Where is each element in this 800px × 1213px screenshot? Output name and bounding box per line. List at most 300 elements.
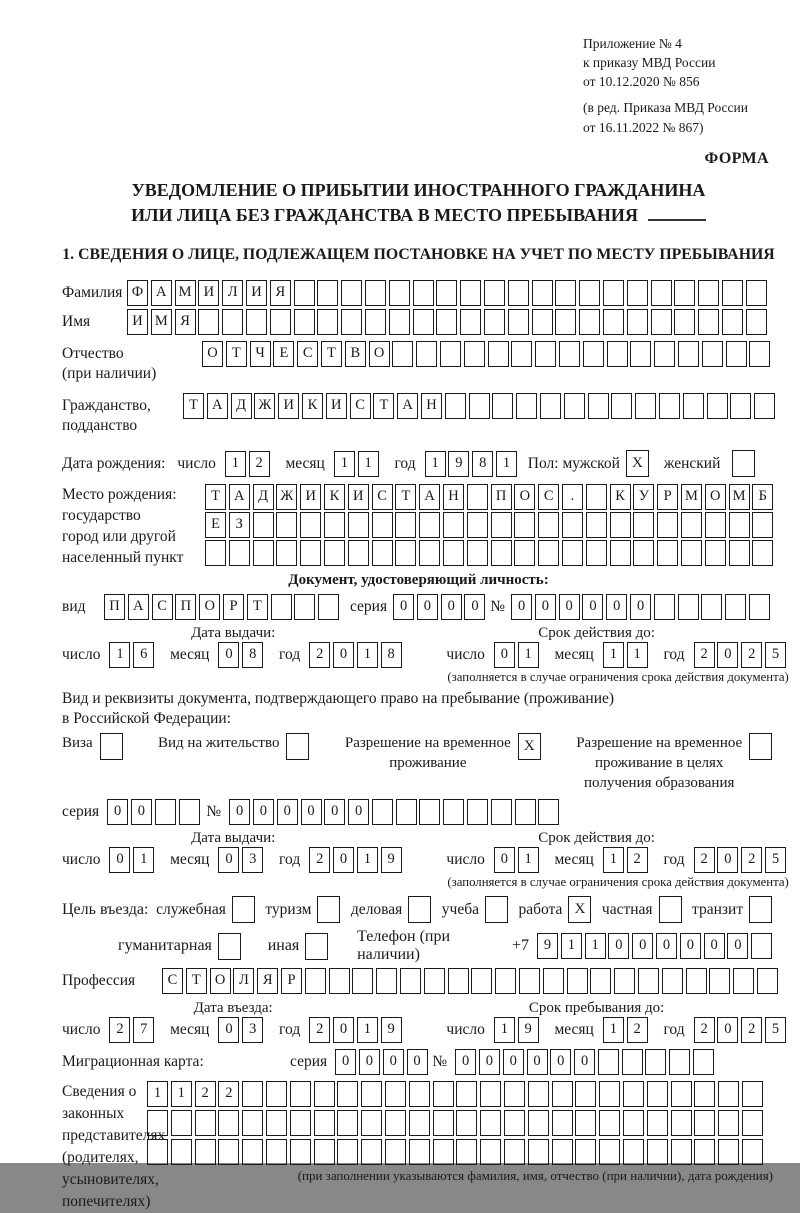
- char-cell[interactable]: [491, 799, 512, 825]
- date-cell[interactable]: 1: [603, 847, 624, 873]
- char-cell[interactable]: А: [151, 280, 172, 306]
- char-cell[interactable]: [651, 309, 672, 335]
- date-cell[interactable]: 1: [334, 451, 355, 477]
- char-cell[interactable]: [361, 1110, 382, 1136]
- date-cell[interactable]: 1: [603, 1017, 624, 1043]
- char-cell[interactable]: [638, 968, 659, 994]
- char-cell[interactable]: [633, 512, 654, 538]
- purpose-other-checkbox[interactable]: [305, 933, 328, 960]
- char-cell[interactable]: [538, 512, 559, 538]
- char-cell[interactable]: 0: [348, 799, 369, 825]
- char-cell[interactable]: [730, 393, 751, 419]
- char-cell[interactable]: [659, 393, 680, 419]
- char-cell[interactable]: [555, 309, 576, 335]
- char-cell[interactable]: [508, 280, 529, 306]
- char-cell[interactable]: [751, 933, 772, 959]
- char-cell[interactable]: С: [152, 594, 173, 620]
- char-cell[interactable]: 0: [455, 1049, 476, 1075]
- char-cell[interactable]: [337, 1081, 358, 1107]
- char-cell[interactable]: [742, 1110, 763, 1136]
- date-cell[interactable]: 5: [765, 1017, 786, 1043]
- char-cell[interactable]: [598, 1049, 619, 1075]
- date-cell[interactable]: 1: [133, 847, 154, 873]
- char-cell[interactable]: [538, 540, 559, 566]
- char-cell[interactable]: [532, 309, 553, 335]
- char-cell[interactable]: С: [297, 341, 318, 367]
- char-cell[interactable]: [409, 1110, 430, 1136]
- char-cell[interactable]: [495, 968, 516, 994]
- char-cell[interactable]: [424, 968, 445, 994]
- char-cell[interactable]: [324, 540, 345, 566]
- date-cell[interactable]: 2: [309, 642, 330, 668]
- char-cell[interactable]: [540, 393, 561, 419]
- char-cell[interactable]: [314, 1081, 335, 1107]
- char-cell[interactable]: 9: [537, 933, 558, 959]
- date-cell[interactable]: 2: [741, 1017, 762, 1043]
- char-cell[interactable]: [372, 799, 393, 825]
- char-cell[interactable]: [718, 1139, 739, 1165]
- char-cell[interactable]: [318, 594, 339, 620]
- char-cell[interactable]: [376, 968, 397, 994]
- char-cell[interactable]: Т: [205, 484, 226, 510]
- char-cell[interactable]: [623, 1110, 644, 1136]
- char-cell[interactable]: Д: [231, 393, 252, 419]
- purpose-work-checkbox[interactable]: X: [568, 896, 591, 923]
- char-cell[interactable]: [623, 1139, 644, 1165]
- char-cell[interactable]: [579, 280, 600, 306]
- date-cell[interactable]: 1: [109, 642, 130, 668]
- char-cell[interactable]: И: [127, 309, 148, 335]
- char-cell[interactable]: 0: [253, 799, 274, 825]
- char-cell[interactable]: [314, 1110, 335, 1136]
- char-cell[interactable]: [749, 594, 770, 620]
- char-cell[interactable]: 0: [359, 1049, 380, 1075]
- char-cell[interactable]: [395, 512, 416, 538]
- date-cell[interactable]: 0: [717, 1017, 738, 1043]
- date-cell[interactable]: 0: [218, 1017, 239, 1043]
- purpose-humanitarian-checkbox[interactable]: [218, 933, 241, 960]
- date-cell[interactable]: 8: [381, 642, 402, 668]
- date-cell[interactable]: 0: [333, 642, 354, 668]
- char-cell[interactable]: [567, 968, 588, 994]
- char-cell[interactable]: [372, 540, 393, 566]
- char-cell[interactable]: [218, 1110, 239, 1136]
- date-cell[interactable]: 5: [765, 847, 786, 873]
- char-cell[interactable]: [647, 1110, 668, 1136]
- char-cell[interactable]: [693, 1049, 714, 1075]
- char-cell[interactable]: М: [681, 484, 702, 510]
- char-cell[interactable]: С: [372, 484, 393, 510]
- char-cell[interactable]: П: [491, 484, 512, 510]
- char-cell[interactable]: 0: [335, 1049, 356, 1075]
- char-cell[interactable]: [492, 393, 513, 419]
- char-cell[interactable]: [599, 1110, 620, 1136]
- char-cell[interactable]: [543, 968, 564, 994]
- char-cell[interactable]: [266, 1081, 287, 1107]
- char-cell[interactable]: [300, 540, 321, 566]
- char-cell[interactable]: [266, 1139, 287, 1165]
- char-cell[interactable]: [389, 280, 410, 306]
- char-cell[interactable]: [456, 1110, 477, 1136]
- date-cell[interactable]: 0: [333, 847, 354, 873]
- char-cell[interactable]: 0: [630, 594, 651, 620]
- char-cell[interactable]: [352, 968, 373, 994]
- char-cell[interactable]: [348, 512, 369, 538]
- char-cell[interactable]: [583, 341, 604, 367]
- char-cell[interactable]: Я: [257, 968, 278, 994]
- date-cell[interactable]: 1: [357, 1017, 378, 1043]
- char-cell[interactable]: [564, 393, 585, 419]
- date-cell[interactable]: 8: [242, 642, 263, 668]
- char-cell[interactable]: [242, 1139, 263, 1165]
- char-cell[interactable]: [385, 1139, 406, 1165]
- char-cell[interactable]: [528, 1139, 549, 1165]
- char-cell[interactable]: [694, 1081, 715, 1107]
- char-cell[interactable]: [290, 1110, 311, 1136]
- char-cell[interactable]: [436, 280, 457, 306]
- char-cell[interactable]: [742, 1081, 763, 1107]
- char-cell[interactable]: 0: [632, 933, 653, 959]
- char-cell[interactable]: 2: [195, 1081, 216, 1107]
- date-cell[interactable]: 2: [694, 1017, 715, 1043]
- date-cell[interactable]: 2: [309, 1017, 330, 1043]
- date-cell[interactable]: 2: [109, 1017, 130, 1043]
- char-cell[interactable]: [389, 309, 410, 335]
- char-cell[interactable]: [218, 1139, 239, 1165]
- char-cell[interactable]: [508, 309, 529, 335]
- char-cell[interactable]: И: [326, 393, 347, 419]
- char-cell[interactable]: О: [514, 484, 535, 510]
- char-cell[interactable]: О: [202, 341, 223, 367]
- char-cell[interactable]: Т: [321, 341, 342, 367]
- char-cell[interactable]: [552, 1081, 573, 1107]
- char-cell[interactable]: [276, 512, 297, 538]
- char-cell[interactable]: 0: [479, 1049, 500, 1075]
- char-cell[interactable]: 0: [229, 799, 250, 825]
- char-cell[interactable]: [705, 540, 726, 566]
- edu-residence-permit-checkbox[interactable]: [749, 733, 772, 760]
- char-cell[interactable]: [294, 280, 315, 306]
- char-cell[interactable]: [480, 1110, 501, 1136]
- char-cell[interactable]: 1: [171, 1081, 192, 1107]
- char-cell[interactable]: [694, 1110, 715, 1136]
- date-cell[interactable]: 5: [765, 642, 786, 668]
- char-cell[interactable]: [443, 512, 464, 538]
- char-cell[interactable]: И: [278, 393, 299, 419]
- char-cell[interactable]: [746, 280, 767, 306]
- char-cell[interactable]: О: [705, 484, 726, 510]
- date-cell[interactable]: 1: [518, 847, 539, 873]
- char-cell[interactable]: [467, 512, 488, 538]
- char-cell[interactable]: [266, 1110, 287, 1136]
- char-cell[interactable]: [409, 1081, 430, 1107]
- char-cell[interactable]: [205, 540, 226, 566]
- char-cell[interactable]: [718, 1081, 739, 1107]
- date-cell[interactable]: 2: [627, 847, 648, 873]
- char-cell[interactable]: [436, 309, 457, 335]
- char-cell[interactable]: 0: [606, 594, 627, 620]
- char-cell[interactable]: [467, 799, 488, 825]
- date-cell[interactable]: 6: [133, 642, 154, 668]
- char-cell[interactable]: [722, 280, 743, 306]
- char-cell[interactable]: 0: [324, 799, 345, 825]
- char-cell[interactable]: [635, 393, 656, 419]
- char-cell[interactable]: 0: [277, 799, 298, 825]
- purpose-tourism-checkbox[interactable]: [317, 896, 340, 923]
- char-cell[interactable]: [460, 309, 481, 335]
- char-cell[interactable]: [586, 540, 607, 566]
- char-cell[interactable]: [622, 1049, 643, 1075]
- char-cell[interactable]: [611, 393, 632, 419]
- char-cell[interactable]: [662, 968, 683, 994]
- char-cell[interactable]: [657, 512, 678, 538]
- char-cell[interactable]: [171, 1139, 192, 1165]
- char-cell[interactable]: [242, 1110, 263, 1136]
- char-cell[interactable]: Т: [395, 484, 416, 510]
- char-cell[interactable]: [686, 968, 707, 994]
- date-cell[interactable]: 7: [133, 1017, 154, 1043]
- char-cell[interactable]: Б: [752, 484, 773, 510]
- char-cell[interactable]: Т: [247, 594, 268, 620]
- char-cell[interactable]: Я: [175, 309, 196, 335]
- char-cell[interactable]: А: [128, 594, 149, 620]
- char-cell[interactable]: [729, 512, 750, 538]
- char-cell[interactable]: [678, 594, 699, 620]
- char-cell[interactable]: [538, 799, 559, 825]
- char-cell[interactable]: [647, 1081, 668, 1107]
- char-cell[interactable]: А: [397, 393, 418, 419]
- char-cell[interactable]: О: [369, 341, 390, 367]
- char-cell[interactable]: [579, 309, 600, 335]
- char-cell[interactable]: [195, 1110, 216, 1136]
- char-cell[interactable]: Ж: [254, 393, 275, 419]
- date-cell[interactable]: 2: [741, 642, 762, 668]
- char-cell[interactable]: 0: [608, 933, 629, 959]
- char-cell[interactable]: [456, 1139, 477, 1165]
- char-cell[interactable]: [733, 968, 754, 994]
- char-cell[interactable]: [698, 280, 719, 306]
- char-cell[interactable]: [419, 512, 440, 538]
- purpose-official-checkbox[interactable]: [232, 896, 255, 923]
- char-cell[interactable]: [515, 799, 536, 825]
- char-cell[interactable]: [614, 968, 635, 994]
- char-cell[interactable]: [742, 1139, 763, 1165]
- char-cell[interactable]: [290, 1081, 311, 1107]
- date-cell[interactable]: 1: [357, 847, 378, 873]
- date-cell[interactable]: 1: [494, 1017, 515, 1043]
- char-cell[interactable]: С: [350, 393, 371, 419]
- char-cell[interactable]: [535, 341, 556, 367]
- char-cell[interactable]: И: [198, 280, 219, 306]
- char-cell[interactable]: [516, 393, 537, 419]
- char-cell[interactable]: Т: [186, 968, 207, 994]
- date-cell[interactable]: 2: [249, 451, 270, 477]
- char-cell[interactable]: [588, 393, 609, 419]
- char-cell[interactable]: [480, 1139, 501, 1165]
- char-cell[interactable]: Ф: [127, 280, 148, 306]
- char-cell[interactable]: Н: [443, 484, 464, 510]
- char-cell[interactable]: Р: [657, 484, 678, 510]
- purpose-business-checkbox[interactable]: [408, 896, 431, 923]
- char-cell[interactable]: 1: [147, 1081, 168, 1107]
- date-cell[interactable]: 2: [694, 642, 715, 668]
- char-cell[interactable]: [528, 1081, 549, 1107]
- char-cell[interactable]: С: [162, 968, 183, 994]
- char-cell[interactable]: З: [229, 512, 250, 538]
- char-cell[interactable]: [314, 1139, 335, 1165]
- char-cell[interactable]: [698, 309, 719, 335]
- char-cell[interactable]: 0: [503, 1049, 524, 1075]
- char-cell[interactable]: Ч: [250, 341, 271, 367]
- char-cell[interactable]: [552, 1110, 573, 1136]
- char-cell[interactable]: [290, 1139, 311, 1165]
- char-cell[interactable]: [705, 512, 726, 538]
- char-cell[interactable]: [271, 594, 292, 620]
- char-cell[interactable]: К: [324, 484, 345, 510]
- char-cell[interactable]: А: [419, 484, 440, 510]
- char-cell[interactable]: О: [199, 594, 220, 620]
- char-cell[interactable]: 0: [535, 594, 556, 620]
- char-cell[interactable]: [348, 540, 369, 566]
- char-cell[interactable]: [317, 309, 338, 335]
- date-cell[interactable]: 2: [627, 1017, 648, 1043]
- char-cell[interactable]: [504, 1110, 525, 1136]
- char-cell[interactable]: И: [348, 484, 369, 510]
- char-cell[interactable]: М: [151, 309, 172, 335]
- char-cell[interactable]: [674, 309, 695, 335]
- char-cell[interactable]: [229, 540, 250, 566]
- char-cell[interactable]: И: [246, 280, 267, 306]
- char-cell[interactable]: 0: [131, 799, 152, 825]
- char-cell[interactable]: [729, 540, 750, 566]
- char-cell[interactable]: [514, 540, 535, 566]
- char-cell[interactable]: [471, 968, 492, 994]
- char-cell[interactable]: Е: [273, 341, 294, 367]
- char-cell[interactable]: [400, 968, 421, 994]
- char-cell[interactable]: [413, 280, 434, 306]
- char-cell[interactable]: [469, 393, 490, 419]
- date-cell[interactable]: 1: [603, 642, 624, 668]
- char-cell[interactable]: [702, 341, 723, 367]
- char-cell[interactable]: А: [229, 484, 250, 510]
- char-cell[interactable]: М: [729, 484, 750, 510]
- char-cell[interactable]: [242, 1081, 263, 1107]
- char-cell[interactable]: [300, 512, 321, 538]
- char-cell[interactable]: [752, 540, 773, 566]
- char-cell[interactable]: [599, 1081, 620, 1107]
- char-cell[interactable]: [532, 280, 553, 306]
- char-cell[interactable]: [294, 594, 315, 620]
- char-cell[interactable]: [409, 1139, 430, 1165]
- char-cell[interactable]: [456, 1081, 477, 1107]
- date-cell[interactable]: 3: [242, 1017, 263, 1043]
- char-cell[interactable]: [467, 484, 488, 510]
- date-cell[interactable]: 9: [448, 451, 469, 477]
- char-cell[interactable]: [433, 1081, 454, 1107]
- date-cell[interactable]: 0: [494, 847, 515, 873]
- char-cell[interactable]: [341, 280, 362, 306]
- char-cell[interactable]: К: [610, 484, 631, 510]
- char-cell[interactable]: [633, 540, 654, 566]
- char-cell[interactable]: [276, 540, 297, 566]
- char-cell[interactable]: [361, 1081, 382, 1107]
- char-cell[interactable]: 1: [585, 933, 606, 959]
- char-cell[interactable]: [749, 341, 770, 367]
- char-cell[interactable]: Р: [281, 968, 302, 994]
- char-cell[interactable]: [433, 1139, 454, 1165]
- char-cell[interactable]: [671, 1081, 692, 1107]
- char-cell[interactable]: [419, 540, 440, 566]
- char-cell[interactable]: [253, 512, 274, 538]
- char-cell[interactable]: [575, 1139, 596, 1165]
- date-cell[interactable]: 9: [381, 847, 402, 873]
- char-cell[interactable]: [443, 799, 464, 825]
- char-cell[interactable]: [392, 341, 413, 367]
- purpose-transit-checkbox[interactable]: [749, 896, 772, 923]
- char-cell[interactable]: 0: [574, 1049, 595, 1075]
- char-cell[interactable]: Т: [373, 393, 394, 419]
- char-cell[interactable]: [222, 309, 243, 335]
- purpose-study-checkbox[interactable]: [485, 896, 508, 923]
- char-cell[interactable]: [155, 799, 176, 825]
- char-cell[interactable]: Ж: [276, 484, 297, 510]
- char-cell[interactable]: [464, 341, 485, 367]
- char-cell[interactable]: [694, 1139, 715, 1165]
- char-cell[interactable]: [329, 968, 350, 994]
- char-cell[interactable]: [395, 540, 416, 566]
- char-cell[interactable]: [671, 1110, 692, 1136]
- char-cell[interactable]: [365, 309, 386, 335]
- purpose-private-checkbox[interactable]: [659, 896, 682, 923]
- date-cell[interactable]: 0: [109, 847, 130, 873]
- char-cell[interactable]: 0: [550, 1049, 571, 1075]
- char-cell[interactable]: [623, 1081, 644, 1107]
- char-cell[interactable]: У: [633, 484, 654, 510]
- char-cell[interactable]: [627, 280, 648, 306]
- char-cell[interactable]: [575, 1081, 596, 1107]
- date-cell[interactable]: 0: [717, 847, 738, 873]
- char-cell[interactable]: М: [175, 280, 196, 306]
- char-cell[interactable]: [511, 341, 532, 367]
- male-checkbox[interactable]: X: [626, 450, 649, 477]
- char-cell[interactable]: [645, 1049, 666, 1075]
- char-cell[interactable]: [603, 309, 624, 335]
- char-cell[interactable]: 0: [527, 1049, 548, 1075]
- char-cell[interactable]: [681, 512, 702, 538]
- char-cell[interactable]: [754, 393, 775, 419]
- char-cell[interactable]: 0: [464, 594, 485, 620]
- char-cell[interactable]: [416, 341, 437, 367]
- char-cell[interactable]: [480, 1081, 501, 1107]
- char-cell[interactable]: [575, 1110, 596, 1136]
- date-cell[interactable]: 1: [225, 451, 246, 477]
- char-cell[interactable]: [555, 280, 576, 306]
- date-cell[interactable]: 1: [496, 451, 517, 477]
- date-cell[interactable]: 9: [518, 1017, 539, 1043]
- date-cell[interactable]: 9: [381, 1017, 402, 1043]
- date-cell[interactable]: 2: [741, 847, 762, 873]
- char-cell[interactable]: [324, 512, 345, 538]
- char-cell[interactable]: 0: [680, 933, 701, 959]
- char-cell[interactable]: [488, 341, 509, 367]
- char-cell[interactable]: [674, 280, 695, 306]
- char-cell[interactable]: 0: [107, 799, 128, 825]
- date-cell[interactable]: 1: [627, 642, 648, 668]
- char-cell[interactable]: [484, 309, 505, 335]
- char-cell[interactable]: [726, 341, 747, 367]
- char-cell[interactable]: С: [538, 484, 559, 510]
- char-cell[interactable]: [270, 309, 291, 335]
